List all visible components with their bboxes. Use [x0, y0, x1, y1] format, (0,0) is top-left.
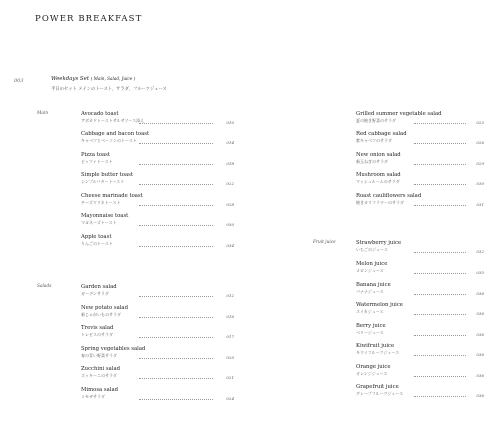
menu-item — [356, 302, 484, 318]
menu-item — [81, 234, 234, 250]
item-name: Melon juice — [356, 261, 388, 267]
item-name: Mushroom salad — [356, 172, 401, 178]
section-label-fruit-juice: Fruit juice — [313, 240, 336, 245]
dot-leader — [414, 184, 466, 185]
item-name: Cabbage and bacon toast — [81, 131, 150, 137]
menu-item — [81, 346, 234, 362]
item-name-jp: バナナジュース — [356, 289, 384, 294]
menu-item — [81, 305, 234, 321]
set-name-text: Weekdays Set — [51, 76, 89, 82]
item-name-jp: 新玉ねぎのサラダ — [356, 159, 388, 164]
dot-leader — [414, 396, 466, 397]
section-label-salads: Salads — [37, 284, 52, 289]
menu-item — [81, 387, 234, 403]
item-page-number: 031 — [476, 202, 484, 207]
item-name-jp: マッシュルームのサラダ — [356, 179, 400, 184]
dot-leader — [414, 294, 466, 295]
item-name: Simple butter toast — [81, 172, 133, 178]
dot-leader — [414, 314, 466, 315]
dot-leader — [414, 143, 466, 144]
item-page-number: 020 — [226, 355, 234, 360]
item-page-number: 021 — [226, 375, 234, 380]
menu-item — [81, 172, 234, 188]
menu-item — [81, 366, 234, 382]
menu-item — [81, 284, 234, 300]
item-page-number: 014 — [226, 140, 234, 145]
item-name-jp: チーズマリネトースト — [81, 200, 121, 205]
menu-item — [81, 213, 234, 229]
item-name-jp: 焼きカリフラワーのサラダ — [356, 200, 404, 205]
menu-item — [356, 131, 484, 147]
item-name-jp: マヨネーズトースト — [81, 220, 117, 225]
item-name: Pizza toast — [81, 152, 111, 158]
item-name: Orange juice — [356, 364, 391, 370]
dot-leader — [139, 337, 213, 338]
item-name-jp: オレンジジュース — [356, 371, 388, 376]
item-page-number: 030 — [476, 181, 484, 186]
menu-item — [81, 111, 234, 127]
item-name: New onion salad — [356, 152, 401, 158]
item-name-jp: 夏の焼き野菜のサラダ — [356, 118, 396, 123]
item-name-jp: りんごのトースト — [81, 241, 113, 246]
item-name: Red cabbage salad — [356, 131, 407, 137]
menu-item — [356, 111, 484, 127]
item-name-jp: ズッキーニのサラダ — [81, 373, 117, 378]
item-name: Banana juice — [356, 282, 391, 288]
menu-item — [81, 325, 234, 341]
item-name: Spring vegetables salad — [81, 346, 146, 352]
item-name-jp: 新じゃがいものサラダ — [81, 312, 121, 317]
item-name-jp: ミモザサラダ — [81, 394, 105, 399]
set-description-jp: 平日のセット メインのトースト、サラダ、フルーツジュース — [51, 87, 167, 92]
dot-leader — [139, 246, 213, 247]
item-name: Avocado toast — [81, 111, 119, 117]
item-name-jp: グレープフルーツジュース — [356, 391, 404, 396]
item-name: Mimosa salad — [81, 387, 119, 393]
menu-item — [356, 384, 484, 400]
item-name-jp: キウイフルーツジュース — [356, 350, 400, 355]
item-name: Cheese marinade toast — [81, 193, 143, 199]
item-name-jp: ベリージュース — [356, 330, 384, 335]
dot-leader — [139, 358, 213, 359]
item-page-number: 022 — [226, 181, 234, 186]
item-page-number: 010 — [226, 120, 234, 125]
item-page-number: 036 — [476, 373, 484, 378]
dot-leader — [139, 399, 213, 400]
item-name-jp: キャベツとベーコンのトースト — [81, 138, 137, 143]
item-name: Mayonnaise toast — [81, 213, 129, 219]
item-name-jp: アボカドトーストサルサソース添え — [81, 118, 145, 123]
menu-item — [356, 323, 484, 339]
item-name: Kiwifruit juice — [356, 343, 395, 349]
item-name: Trevis salad — [81, 325, 114, 331]
dot-leader — [414, 164, 466, 165]
dot-leader — [414, 123, 466, 124]
menu-item — [81, 152, 234, 168]
menu-item — [356, 261, 484, 277]
dot-leader — [139, 164, 213, 165]
menu-item — [356, 172, 484, 188]
dot-leader — [139, 123, 213, 124]
item-page-number: 036 — [476, 393, 484, 398]
dot-leader — [414, 252, 466, 253]
item-name-jp: いちごのジュース — [356, 247, 388, 252]
item-name: Watermelon juice — [356, 302, 403, 308]
item-page-number: 016 — [226, 314, 234, 319]
item-page-number: 029 — [476, 161, 484, 166]
item-name: Strawberry juice — [356, 240, 402, 246]
set-code: 003 — [14, 78, 24, 84]
item-name-jp: スイカジュース — [356, 309, 384, 314]
item-page-number: 036 — [476, 332, 484, 337]
set-name-parenthetical: ( Main, Salad, Juice ) — [90, 76, 136, 81]
item-page-number: 028 — [226, 202, 234, 207]
item-page-number: 025 — [476, 120, 484, 125]
item-page-number: 024 — [226, 396, 234, 401]
dot-leader — [414, 273, 466, 274]
item-name-jp: ピッツァトースト — [81, 159, 113, 164]
item-name-jp: 紫キャベツのサラダ — [356, 138, 392, 143]
menu-item — [356, 193, 484, 209]
item-name: Grapefruit juice — [356, 384, 399, 390]
item-name: Roast cauliflowers salad — [356, 193, 422, 199]
dot-leader — [414, 355, 466, 356]
dot-leader — [414, 205, 466, 206]
item-name-jp: メロンジュース — [356, 268, 384, 273]
item-name: Grilled summer vegetable salad — [356, 111, 442, 117]
item-name-jp: ガーデンサラダ — [81, 291, 109, 296]
item-page-number: 017 — [226, 334, 234, 339]
item-page-number: 036 — [476, 352, 484, 357]
dot-leader — [139, 143, 213, 144]
menu-item — [81, 193, 234, 209]
item-page-number: 035 — [476, 270, 484, 275]
menu-title: POWER BREAKFAST — [35, 14, 143, 24]
dot-leader — [139, 317, 213, 318]
item-page-number: 012 — [226, 293, 234, 298]
section-label-main: Main — [37, 111, 49, 116]
set-name — [51, 76, 135, 82]
item-name: Zucchini salad — [81, 366, 121, 372]
dot-leader — [139, 205, 213, 206]
dot-leader — [414, 376, 466, 377]
item-page-number: 018 — [226, 161, 234, 166]
menu-item — [356, 282, 484, 298]
item-name-jp: 春の青い野菜サラダ — [81, 353, 117, 358]
menu-item — [356, 343, 484, 359]
item-page-number: 034 — [226, 243, 234, 248]
dot-leader — [139, 225, 213, 226]
item-page-number: 032 — [476, 249, 484, 254]
item-name-jp: シンプルバタートースト — [81, 179, 125, 184]
item-name: New potato salad — [81, 305, 128, 311]
menu-item — [356, 152, 484, 168]
item-name: Garden salad — [81, 284, 117, 290]
item-page-number: 026 — [476, 140, 484, 145]
dot-leader — [414, 335, 466, 336]
menu-item — [81, 131, 234, 147]
menu-item — [356, 364, 484, 380]
item-page-number: 030 — [226, 222, 234, 227]
item-name: Apple toast — [81, 234, 112, 240]
dot-leader — [139, 184, 213, 185]
menu-item — [356, 240, 484, 256]
item-name: Berry juice — [356, 323, 386, 329]
item-page-number: 036 — [476, 311, 484, 316]
dot-leader — [139, 378, 213, 379]
item-page-number: 036 — [476, 291, 484, 296]
item-name-jp: トレビスのサラダ — [81, 332, 113, 337]
dot-leader — [139, 296, 213, 297]
